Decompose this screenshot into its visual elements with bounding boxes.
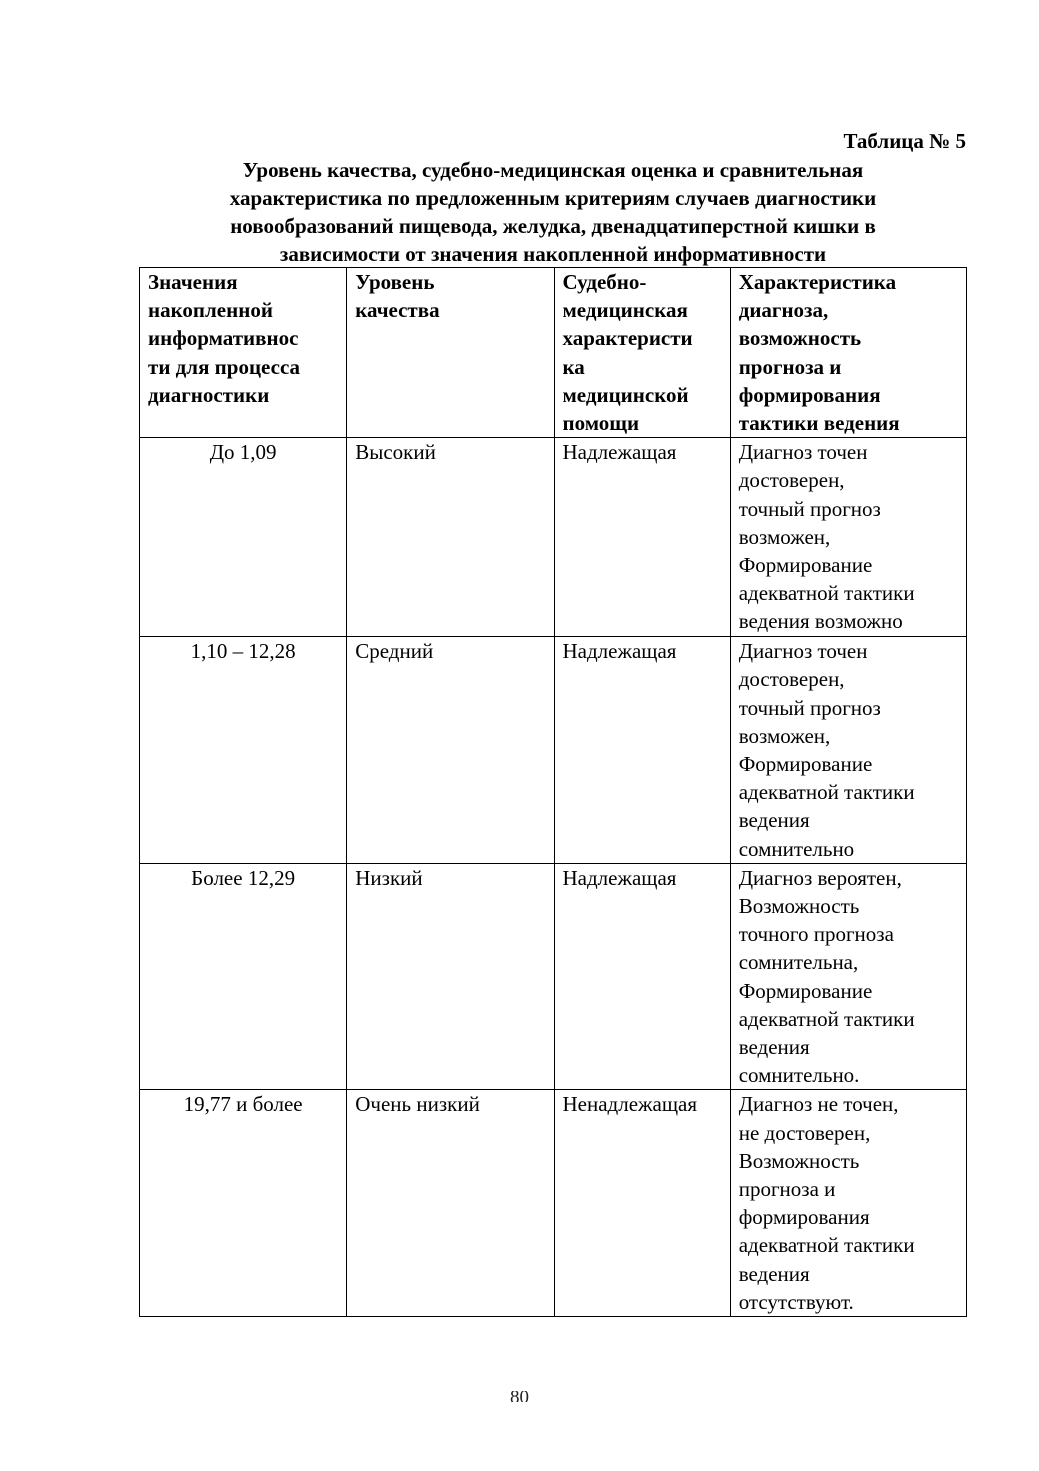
table-row: [140, 438, 967, 637]
cell-assessment: Надлежащая: [554, 637, 730, 864]
table-caption: [140, 156, 966, 268]
cell-level: Средний: [347, 637, 554, 864]
cell-value: Более 12,29: [140, 863, 347, 1090]
cell-assessment: Ненадлежащая: [554, 1090, 730, 1317]
table-row: [140, 637, 967, 864]
table-row: [140, 1090, 967, 1317]
table-caption-text: Уровень качества, судебно-медицинская оценка и сравнительная характеристика по предложенным критериям случаев диагностики новообразований пищевода, желудка, двенадцатиперстной кишки в зависимости от значения накопленной информативности: [229, 158, 877, 266]
cell-characteristic: Диагноз не точен, не достоверен, Возможность прогноза и формирования адекватной тактики ведения отсутствуют.: [730, 1090, 966, 1317]
table-label: Таблица № 5: [843, 129, 966, 153]
header-cell-diagnosis-characteristic: Характеристика диагноза, возможность прогноза и формирования тактики ведения: [730, 268, 966, 438]
page-number: 80: [510, 1391, 529, 1402]
table-row: [140, 863, 967, 1090]
cell-value: До 1,09: [140, 438, 347, 637]
cell-characteristic: Диагноз точен достоверен, точный прогноз возможен, Формирование адекватной тактики ведения сомнительно: [730, 637, 966, 864]
header-cell-forensic-assessment: Судебно- медицинская характеристи ка медицинской помощи: [554, 268, 730, 438]
cell-level: Низкий: [347, 863, 554, 1090]
cell-assessment: Надлежащая: [554, 438, 730, 637]
cell-level: Очень низкий: [347, 1090, 554, 1317]
cell-value: 19,77 и более: [140, 1090, 347, 1317]
cell-characteristic: Диагноз точен достоверен, точный прогноз возможен, Формирование адекватной тактики ведения возможно: [730, 438, 966, 637]
cell-assessment: Надлежащая: [554, 863, 730, 1090]
cell-value: 1,10 – 12,28: [140, 637, 347, 864]
header-cell-quality-level: Уровень качества: [347, 268, 554, 438]
header-cell-informativity: Значения накопленной информативнос ти для процесса диагностики: [140, 268, 347, 438]
criteria-table: [139, 267, 967, 1317]
table-header-row: [140, 268, 967, 438]
cell-characteristic: Диагноз вероятен, Возможность точного прогноза сомнительна, Формирование адекватной тактики ведения сомнительно.: [730, 863, 966, 1090]
cell-level: Высокий: [347, 438, 554, 637]
